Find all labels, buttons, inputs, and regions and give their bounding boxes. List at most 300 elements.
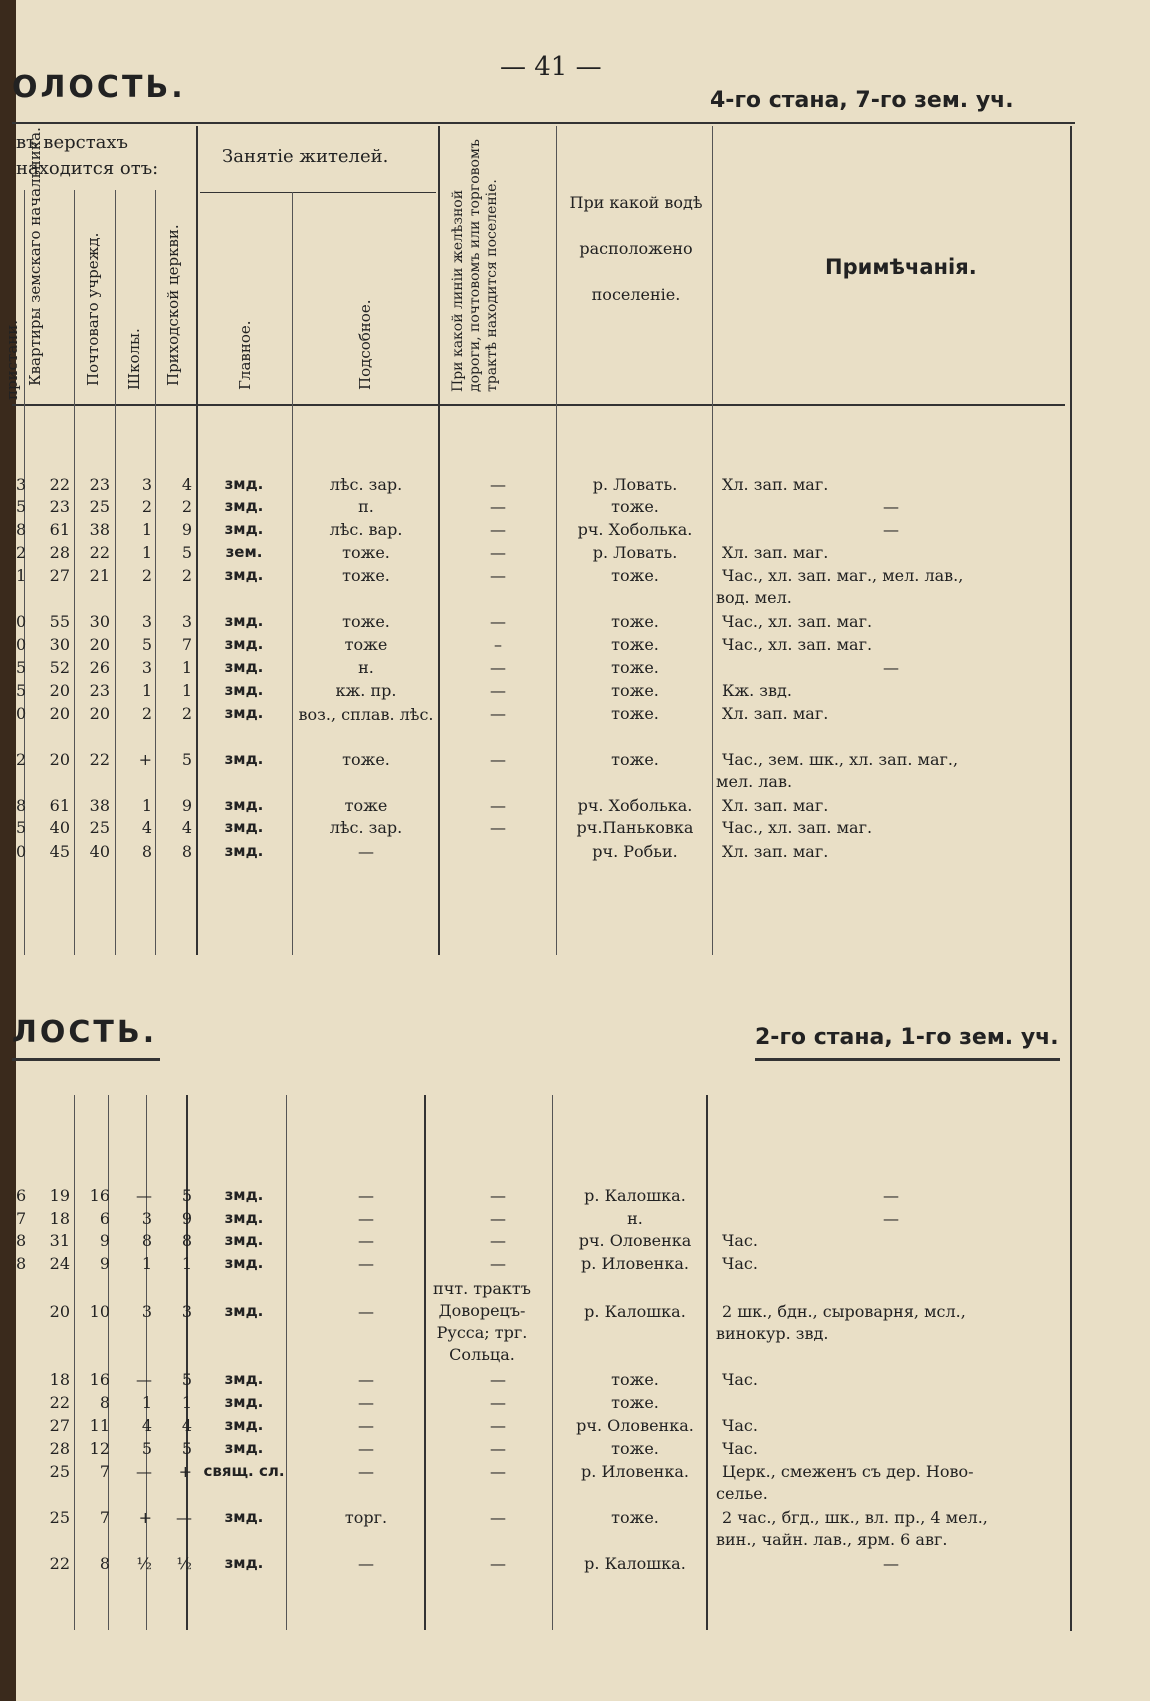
aux-occupation: торг. xyxy=(344,1508,388,1527)
note-text: Хл. зап. маг. xyxy=(722,796,829,815)
road-info: — xyxy=(490,750,506,769)
station-distance: 8 xyxy=(16,1231,27,1250)
post-distance: 9 xyxy=(99,1254,110,1273)
note-text: Хл. зап. маг. xyxy=(722,543,829,562)
main-occupation: змд. xyxy=(224,1554,264,1572)
aux-occupation: воз., сплав. лѣс. xyxy=(298,705,434,724)
school-distance: 1 xyxy=(141,520,152,539)
road-info: – xyxy=(494,635,502,654)
aux-occupation: — xyxy=(358,1186,374,1205)
school-distance: 4 xyxy=(141,818,152,837)
aux-occupation: лѣс. зар. xyxy=(329,475,403,494)
section1-district: 4-го стана, 7-го зем. уч. xyxy=(710,88,1014,113)
road-info: — xyxy=(490,818,506,837)
water-body: р. Калошка. xyxy=(584,1302,686,1321)
col-post-header: Почтоваго учрежд. xyxy=(84,232,102,386)
quarters-distance: 30 xyxy=(49,635,70,654)
aux-occupation: — xyxy=(358,1393,374,1412)
post-distance: 22 xyxy=(89,543,110,562)
aux-occupation: — xyxy=(358,1462,374,1481)
church-distance: 4 xyxy=(181,818,192,837)
col-station-header: пристани. xyxy=(3,319,21,400)
col-divider xyxy=(552,1095,553,1630)
station-distance: 5 xyxy=(16,497,27,516)
quarters-distance: 19 xyxy=(49,1186,70,1205)
table-row xyxy=(0,1416,1150,1438)
road-info: — xyxy=(490,475,506,494)
water-body: н. xyxy=(627,1209,643,1228)
church-distance: 4 xyxy=(181,1416,192,1435)
church-distance: 5 xyxy=(181,1186,192,1205)
note-text: 2 шк., бдн., сыроварня, мсл., xyxy=(722,1302,966,1321)
quarters-distance: 22 xyxy=(49,1554,70,1573)
main-occupation: змд. xyxy=(224,704,264,722)
quarters-distance: 24 xyxy=(49,1254,70,1273)
main-occupation: змд. xyxy=(224,818,264,836)
main-occupation: змд. xyxy=(224,658,264,676)
station-distance: 0 xyxy=(16,704,27,723)
road-info: — xyxy=(490,1416,506,1435)
quarters-distance: 20 xyxy=(49,704,70,723)
main-occupation: змд. xyxy=(224,1231,264,1249)
aux-occupation: — xyxy=(358,1231,374,1250)
table-row xyxy=(0,1209,1150,1231)
water-body: р. Калошка. xyxy=(584,1554,686,1573)
section2-title: ЛОСТЬ. xyxy=(12,1015,158,1050)
main-occupation: змд. xyxy=(224,475,264,493)
road-info: — xyxy=(490,1554,506,1573)
quarters-distance: 31 xyxy=(49,1231,70,1250)
water-body: тоже. xyxy=(611,1439,659,1458)
main-occupation: змд. xyxy=(224,1370,264,1388)
road-info: пчт. трактъ Доворецъ-Русса; трг. Сольца. xyxy=(433,1279,531,1364)
table-row xyxy=(0,796,1150,818)
col-water-header: При какой водѣ расположено поселеніе. xyxy=(569,193,703,304)
main-occupation: змд. xyxy=(224,497,264,515)
quarters-distance: 18 xyxy=(49,1370,70,1389)
post-distance: 20 xyxy=(89,704,110,723)
school-distance: 8 xyxy=(141,1231,152,1250)
water-body: рч.Паньковка xyxy=(576,818,694,837)
aux-occupation: — xyxy=(358,1416,374,1435)
station-distance: 6 xyxy=(16,1186,27,1205)
section2-district-underline xyxy=(755,1058,1060,1061)
note-text: 2 час., бгд., шк., вл. пр., 4 мел., xyxy=(722,1508,988,1527)
church-distance: 2 xyxy=(181,704,192,723)
school-distance: 2 xyxy=(141,497,152,516)
table-row xyxy=(0,1393,1150,1415)
road-info: — xyxy=(490,543,506,562)
post-distance: 10 xyxy=(89,1302,110,1321)
table-row xyxy=(0,1370,1150,1392)
note-text: Хл. зап. маг. xyxy=(722,842,829,861)
road-info: — xyxy=(490,658,506,677)
road-info: — xyxy=(490,1254,506,1273)
quarters-distance: 25 xyxy=(49,1508,70,1527)
table-row xyxy=(0,1462,1150,1503)
col-road-header: При какой линіи желѣзной дороги, почтовомъ или торговомъ трактѣ находится поселеніе. xyxy=(450,139,500,392)
post-distance: 20 xyxy=(89,635,110,654)
station-distance: 2 xyxy=(16,543,27,562)
main-occupation: змд. xyxy=(224,1416,264,1434)
road-info: — xyxy=(490,612,506,631)
church-distance: + xyxy=(178,1462,192,1481)
aux-occupation: н. xyxy=(358,658,374,677)
post-distance: 9 xyxy=(99,1231,110,1250)
water-body: тоже. xyxy=(611,658,659,677)
table-row xyxy=(0,1439,1150,1461)
water-body: р. Ловать. xyxy=(592,475,678,494)
quarters-distance: 20 xyxy=(49,681,70,700)
post-distance: 11 xyxy=(89,1416,110,1435)
church-distance: 2 xyxy=(181,497,192,516)
note-text: — xyxy=(883,658,899,677)
table-row xyxy=(0,1279,1150,1364)
col-divider xyxy=(286,1095,287,1630)
aux-occupation: лѣс. зар. xyxy=(329,818,403,837)
main-occupation: змд. xyxy=(224,681,264,699)
water-body: тоже. xyxy=(611,1393,659,1412)
road-info: — xyxy=(490,704,506,723)
road-info: — xyxy=(490,1231,506,1250)
quarters-distance: 18 xyxy=(49,1209,70,1228)
school-distance: 3 xyxy=(141,1209,152,1228)
distance-caption: въ верстахъ находится отъ: xyxy=(16,132,159,179)
post-distance: 16 xyxy=(89,1370,110,1389)
church-distance: 9 xyxy=(181,796,192,815)
section2-title-underline xyxy=(12,1058,160,1061)
post-distance: 25 xyxy=(89,818,110,837)
table-row xyxy=(0,1254,1150,1276)
quarters-distance: 52 xyxy=(49,658,70,677)
post-distance: 7 xyxy=(99,1462,110,1481)
quarters-distance: 23 xyxy=(49,497,70,516)
note-text: Час., хл. зап. маг., мел. лав., xyxy=(722,566,964,585)
table-row xyxy=(0,520,1150,542)
school-distance: 1 xyxy=(141,796,152,815)
table-row xyxy=(0,1186,1150,1208)
school-distance: + xyxy=(138,750,152,769)
school-distance: 5 xyxy=(141,1439,152,1458)
main-occupation: змд. xyxy=(224,1254,264,1272)
aux-occupation: — xyxy=(358,1370,374,1389)
church-distance: 5 xyxy=(181,1439,192,1458)
col-divider xyxy=(706,1095,708,1630)
road-info: — xyxy=(490,1370,506,1389)
main-occupation: свящ. сл. xyxy=(203,1462,285,1480)
station-distance: 5 xyxy=(16,658,27,677)
note-text: Хл. зап. маг. xyxy=(722,704,829,723)
note-text: — xyxy=(883,1209,899,1228)
aux-occupation: — xyxy=(358,842,374,861)
aux-occupation: тоже. xyxy=(342,612,390,631)
aux-occupation: тоже. xyxy=(342,566,390,585)
water-body: тоже. xyxy=(611,612,659,631)
church-distance: 7 xyxy=(181,635,192,654)
post-distance: 6 xyxy=(99,1209,110,1228)
col-main-header: Главное. xyxy=(236,320,254,390)
table-row xyxy=(0,1508,1150,1549)
post-distance: 12 xyxy=(89,1439,110,1458)
note-text: — xyxy=(883,1554,899,1573)
school-distance: — xyxy=(136,1370,152,1389)
table-row xyxy=(0,818,1150,840)
station-distance: 5 xyxy=(16,818,27,837)
note-text: Час. xyxy=(722,1416,758,1435)
school-distance: — xyxy=(136,1462,152,1481)
school-distance: — xyxy=(136,1186,152,1205)
water-body: рч. Хоболька. xyxy=(577,796,693,815)
road-info: — xyxy=(490,1439,506,1458)
main-occupation: змд. xyxy=(224,1508,264,1526)
main-occupation: змд. xyxy=(224,796,264,814)
main-occupation: змд. xyxy=(224,1302,264,1320)
post-distance: 25 xyxy=(89,497,110,516)
road-info: — xyxy=(490,1393,506,1412)
section2-district: 2-го стана, 1-го зем. уч. xyxy=(755,1025,1059,1050)
station-distance: 8 xyxy=(16,796,27,815)
quarters-distance: 28 xyxy=(49,1439,70,1458)
main-occupation: зем. xyxy=(225,543,263,561)
aux-occupation: лѣс. вар. xyxy=(329,520,403,539)
aux-occupation: тоже. xyxy=(342,543,390,562)
water-body: тоже. xyxy=(611,704,659,723)
quarters-distance: 25 xyxy=(49,1462,70,1481)
aux-occupation: — xyxy=(358,1254,374,1273)
note-text-continued: вод. мел. xyxy=(716,588,792,607)
quarters-distance: 20 xyxy=(49,1302,70,1321)
school-distance: 4 xyxy=(141,1416,152,1435)
water-body: тоже. xyxy=(611,497,659,516)
school-distance: 2 xyxy=(141,704,152,723)
quarters-distance: 27 xyxy=(49,566,70,585)
note-text-continued: вин., чайн. лав., ярм. 6 авг. xyxy=(716,1530,948,1549)
table-row xyxy=(0,750,1150,791)
water-body: тоже. xyxy=(611,635,659,654)
church-distance: 1 xyxy=(181,658,192,677)
water-body: рч. Робьи. xyxy=(592,842,678,861)
post-distance: 16 xyxy=(89,1186,110,1205)
note-text: Час. xyxy=(722,1254,758,1273)
water-body: рч. Оловенка xyxy=(578,1231,692,1250)
road-info: — xyxy=(490,1209,506,1228)
aux-occupation: тоже xyxy=(344,796,388,815)
note-text: — xyxy=(883,1186,899,1205)
church-distance: ½ xyxy=(176,1554,192,1573)
table-row xyxy=(0,681,1150,703)
school-distance: 1 xyxy=(141,1254,152,1273)
water-body: тоже. xyxy=(611,750,659,769)
aux-occupation: — xyxy=(358,1554,374,1573)
aux-occupation: — xyxy=(358,1209,374,1228)
church-distance: 1 xyxy=(181,1393,192,1412)
school-distance: 5 xyxy=(141,635,152,654)
school-distance: 1 xyxy=(141,543,152,562)
station-distance: 0 xyxy=(16,842,27,861)
quarters-distance: 27 xyxy=(49,1416,70,1435)
church-distance: 3 xyxy=(181,1302,192,1321)
quarters-distance: 45 xyxy=(49,842,70,861)
station-distance: 2 xyxy=(16,750,27,769)
school-distance: 1 xyxy=(141,681,152,700)
page-number: — 41 — xyxy=(500,52,602,82)
post-distance: 23 xyxy=(89,681,110,700)
road-info: — xyxy=(490,1186,506,1205)
road-info: — xyxy=(490,1508,506,1527)
note-text: Хл. зап. маг. xyxy=(722,475,829,494)
post-distance: 22 xyxy=(89,750,110,769)
school-distance: 3 xyxy=(141,1302,152,1321)
church-distance: 9 xyxy=(181,1209,192,1228)
table-row xyxy=(0,475,1150,497)
post-distance: 30 xyxy=(89,612,110,631)
quarters-distance: 22 xyxy=(49,475,70,494)
quarters-distance: 20 xyxy=(49,750,70,769)
school-distance: 3 xyxy=(141,658,152,677)
table-row xyxy=(0,842,1150,864)
road-info: — xyxy=(490,1462,506,1481)
table-row xyxy=(0,497,1150,519)
road-info: — xyxy=(490,566,506,585)
water-body: тоже. xyxy=(611,1370,659,1389)
water-body: р. Иловенка. xyxy=(581,1254,689,1273)
quarters-distance: 61 xyxy=(49,796,70,815)
church-distance: 8 xyxy=(181,842,192,861)
aux-occupation: — xyxy=(358,1439,374,1458)
table-row xyxy=(0,635,1150,657)
note-text: Кж. звд. xyxy=(722,681,792,700)
church-distance: 2 xyxy=(181,566,192,585)
water-body: тоже. xyxy=(611,681,659,700)
school-distance: 8 xyxy=(141,842,152,861)
col-aux-header: Подсобное. xyxy=(356,299,374,390)
aux-occupation: кж. пр. xyxy=(335,681,397,700)
table-row xyxy=(0,566,1150,607)
church-distance: 1 xyxy=(181,681,192,700)
col-school-header: Школы. xyxy=(125,328,143,390)
post-distance: 40 xyxy=(89,842,110,861)
church-distance: 8 xyxy=(181,1231,192,1250)
col-church-header: Приходской церкви. xyxy=(164,224,182,386)
aux-occupation: — xyxy=(358,1302,374,1321)
church-distance: 1 xyxy=(181,1254,192,1273)
church-distance: 3 xyxy=(181,612,192,631)
water-body: рч. Хоболька. xyxy=(577,520,693,539)
school-distance: 2 xyxy=(141,566,152,585)
post-distance: 7 xyxy=(99,1508,110,1527)
col-notes-header: Примѣчанія. xyxy=(825,255,977,279)
water-body: тоже. xyxy=(611,566,659,585)
church-distance: 5 xyxy=(181,543,192,562)
road-info: — xyxy=(490,796,506,815)
col-quarters-header: Квартиры земскаго начальника. xyxy=(26,127,44,386)
occupation-underline xyxy=(200,192,436,193)
main-occupation: змд. xyxy=(224,750,264,768)
note-text: Час. xyxy=(722,1439,758,1458)
church-distance: — xyxy=(176,1508,192,1527)
station-distance: 8 xyxy=(16,1254,27,1273)
table-row xyxy=(0,1554,1150,1576)
station-distance: 8 xyxy=(16,520,27,539)
col-divider xyxy=(108,1095,109,1630)
header-top-rule xyxy=(12,122,1075,124)
aux-occupation: тоже xyxy=(344,635,388,654)
quarters-distance: 22 xyxy=(49,1393,70,1412)
school-distance: + xyxy=(138,1508,152,1527)
school-distance: ½ xyxy=(136,1554,152,1573)
water-body: тоже. xyxy=(611,1508,659,1527)
note-text-continued: селье. xyxy=(716,1484,768,1503)
note-text-continued: мел. лав. xyxy=(716,772,793,791)
main-occupation: змд. xyxy=(224,520,264,538)
church-distance: 4 xyxy=(181,475,192,494)
occupation-header: Занятіе жителей. xyxy=(222,146,389,167)
aux-occupation: п. xyxy=(358,497,374,516)
col-divider xyxy=(424,1095,426,1630)
station-distance: 7 xyxy=(16,1209,27,1228)
school-distance: 1 xyxy=(141,1393,152,1412)
quarters-distance: 28 xyxy=(49,543,70,562)
table-row xyxy=(0,704,1150,726)
main-occupation: змд. xyxy=(224,566,264,584)
note-text: — xyxy=(883,520,899,539)
station-distance: 3 xyxy=(16,475,27,494)
col-divider xyxy=(186,1095,188,1630)
col-divider xyxy=(74,1095,75,1630)
note-text: — xyxy=(883,497,899,516)
note-text: Час., хл. зап. маг. xyxy=(722,612,873,631)
note-text-continued: винокур. звд. xyxy=(716,1324,829,1343)
table-row xyxy=(0,1231,1150,1253)
section1-title: ОЛОСТЬ. xyxy=(12,70,186,105)
water-body: р. Ловать. xyxy=(592,543,678,562)
quarters-distance: 55 xyxy=(49,612,70,631)
quarters-distance: 61 xyxy=(49,520,70,539)
note-text: Час. xyxy=(722,1370,758,1389)
post-distance: 38 xyxy=(89,796,110,815)
road-info: — xyxy=(490,497,506,516)
water-body: рч. Оловенка. xyxy=(576,1416,694,1435)
quarters-distance: 40 xyxy=(49,818,70,837)
road-info: — xyxy=(490,681,506,700)
header-bottom-rule xyxy=(12,404,1065,406)
main-occupation: змд. xyxy=(224,1209,264,1227)
main-occupation: змд. xyxy=(224,1186,264,1204)
note-text: Час., хл. зап. маг. xyxy=(722,818,873,837)
main-occupation: змд. xyxy=(224,635,264,653)
table-row xyxy=(0,543,1150,565)
table-row xyxy=(0,612,1150,634)
aux-occupation: тоже. xyxy=(342,750,390,769)
note-text: Час., зем. шк., хл. зап. маг., xyxy=(722,750,959,769)
post-distance: 26 xyxy=(89,658,110,677)
post-distance: 38 xyxy=(89,520,110,539)
school-distance: 3 xyxy=(141,612,152,631)
water-body: р. Калошка. xyxy=(584,1186,686,1205)
church-distance: 5 xyxy=(181,1370,192,1389)
main-occupation: змд. xyxy=(224,842,264,860)
station-distance: 1 xyxy=(16,566,27,585)
post-distance: 23 xyxy=(89,475,110,494)
post-distance: 8 xyxy=(99,1554,110,1573)
note-text: Час., хл. зап. маг. xyxy=(722,635,873,654)
station-distance: 0 xyxy=(16,612,27,631)
post-distance: 21 xyxy=(89,566,110,585)
main-occupation: змд. xyxy=(224,1439,264,1457)
church-distance: 9 xyxy=(181,520,192,539)
main-occupation: змд. xyxy=(224,1393,264,1411)
post-distance: 8 xyxy=(99,1393,110,1412)
